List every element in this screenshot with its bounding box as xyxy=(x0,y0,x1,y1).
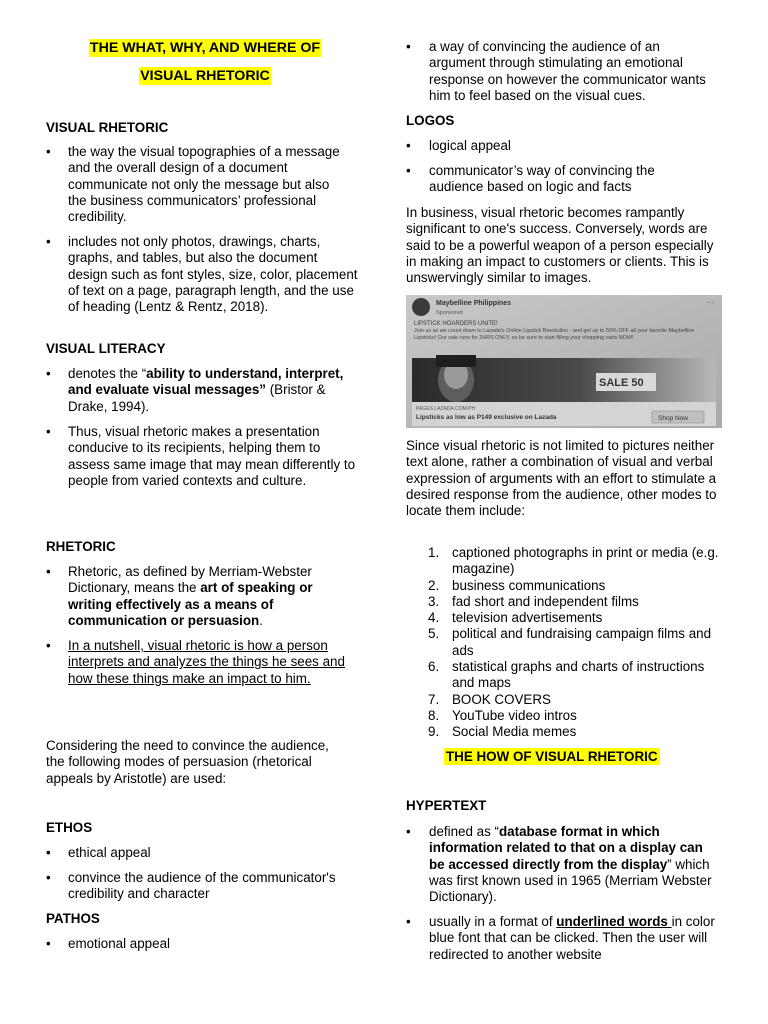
modes-list xyxy=(406,545,724,741)
ad-more-icon: ··· xyxy=(706,298,714,307)
ad-domain: PAGES.LAZADA.COM.PH xyxy=(416,406,476,412)
list-item: 3. fad short and independent films xyxy=(428,593,639,609)
ad-page-name: Maybelline Philippines xyxy=(436,300,512,307)
list-item: 9. Social Media memes xyxy=(428,724,577,740)
ad-headline: LIPSTICK HOARDERS UNITE! xyxy=(414,321,498,327)
bullet-rhetoric-1: • Rhetoric, as defined by Merriam-Webster Dictionary, means the art of speaking or writing effectively as a means of communication or persuasion. xyxy=(46,564,313,628)
bullet-visual-rhetoric-2: • includes not only photos, drawings, charts, graphs, and tables, but also the document design such as font styles, size, color, placement of text on a page, paragraph length, and the use of heading (Lentz & Rentz, 2018). xyxy=(46,234,358,315)
bullet-hypertext-2: • usually in a format of underlined words in color blue font that can be clicked. Then the user will redirected to another website xyxy=(406,914,715,962)
heading-rhetoric: RHETORIC xyxy=(46,539,116,554)
paragraph-considering: Considering the need to convince the audience, the following modes of persuasion (rhetorical appeals by Aristotle) are used: xyxy=(46,738,329,786)
bullet-visual-literacy-2: • Thus, visual rhetoric makes a presentation conducive to its recipients, helping them to assess same image that may mean differently to people from varied contexts and culture. xyxy=(46,424,356,488)
bullet-pathos-2: • a way of convincing the audience of an argument through stimulating an emotional response on however the communicator wants him to feel based on the visual cues. xyxy=(406,39,706,103)
bullet-hypertext-1: • defined as “database format in which information related to that on a display can be accessed directly from the display” which was first known used in 1965 (Merriam Webster Dictionary). xyxy=(406,824,712,905)
heading-logos: LOGOS xyxy=(406,113,455,128)
list-item: 1. captioned photographs in print or media (e.g. magazine) xyxy=(428,545,719,577)
heading-pathos: PATHOS xyxy=(46,911,100,926)
heading-hypertext: HYPERTEXT xyxy=(406,798,487,813)
list-item: 2. business communications xyxy=(428,577,606,593)
ad-caption: Lipsticks as low as P149 exclusive on Lazada xyxy=(416,414,557,421)
ad-sponsored: Sponsored xyxy=(436,310,463,316)
bullet-ethos-1: • ethical appeal xyxy=(46,845,151,860)
list-item: 4. television advertisements xyxy=(428,610,603,626)
paragraph-business: In business, visual rhetoric becomes rampantly significant to one's success. Conversely, words are said to be a powerful weapon of a person especially in making an impact to customers or clients. This is unswervingly similar to images. xyxy=(406,205,714,286)
bullet-rhetoric-2: • In a nutshell, visual rhetoric is how a person interprets and analyzes the things he sees and how these things make an impact to him. xyxy=(46,638,345,686)
bullet-pathos-1: • emotional appeal xyxy=(46,936,170,951)
heading-visual-literacy: VISUAL LITERACY xyxy=(46,341,166,356)
ad-body-text: Join us as we count down to Lazada's Online Lipstick Revolution - and get up to 50% OFF all your favorite Maybelline Lipsticks! Our sale runs for 2HRS ONLY, so be sure to start filling your shopping carts NOW! xyxy=(414,328,695,341)
document-title-line1: THE WHAT, WHY, AND WHERE OF xyxy=(89,40,321,56)
heading-ethos: ETHOS xyxy=(46,820,93,835)
bullet-visual-rhetoric-1: • the way the visual topographies of a message and the overall design of a document communicate not only the message but also the business communicators’ professional credibility. xyxy=(46,144,340,225)
list-item: 5. political and fundraising campaign films and ads xyxy=(428,626,712,658)
underlined-words-link[interactable]: underlined words xyxy=(556,914,672,929)
bullet-ethos-2: • convince the audience of the communicator's credibility and character xyxy=(46,870,336,902)
paragraph-since: Since visual rhetoric is not limited to pictures neither text alone, rather a combination of visual and verbal expression of arguments with an effort to stimulate a desired response from the audience, other modes to locate them include: xyxy=(406,438,717,519)
list-item: 7. BOOK COVERS xyxy=(428,691,551,707)
maybelline-ad-photo xyxy=(406,295,722,428)
document-title-line2: VISUAL RHETORIC xyxy=(140,68,270,84)
bullet-logos-2: • communicator’s way of convincing the audience based on logic and facts xyxy=(406,163,655,195)
ad-avatar-icon xyxy=(412,298,430,316)
list-item: 6. statistical graphs and charts of instructions and maps xyxy=(428,659,705,691)
svg-text:Shop Now: Shop Now xyxy=(658,415,688,422)
ad-sale-text: SALE 50 xyxy=(599,377,644,389)
ad-photo-svg xyxy=(406,295,722,428)
heading-visual-rhetoric: VISUAL RHETORIC xyxy=(46,120,169,135)
bullet-logos-1: • logical appeal xyxy=(406,138,511,153)
bullet-visual-literacy-1: • denotes the “ability to understand, interpret, and evaluate visual messages” (Bristor & Drake, 1994). xyxy=(46,366,344,414)
heading-how-of-visual-rhetoric: THE HOW OF VISUAL RHETORIC xyxy=(446,749,658,764)
list-item: 8. YouTube video intros xyxy=(428,707,577,723)
